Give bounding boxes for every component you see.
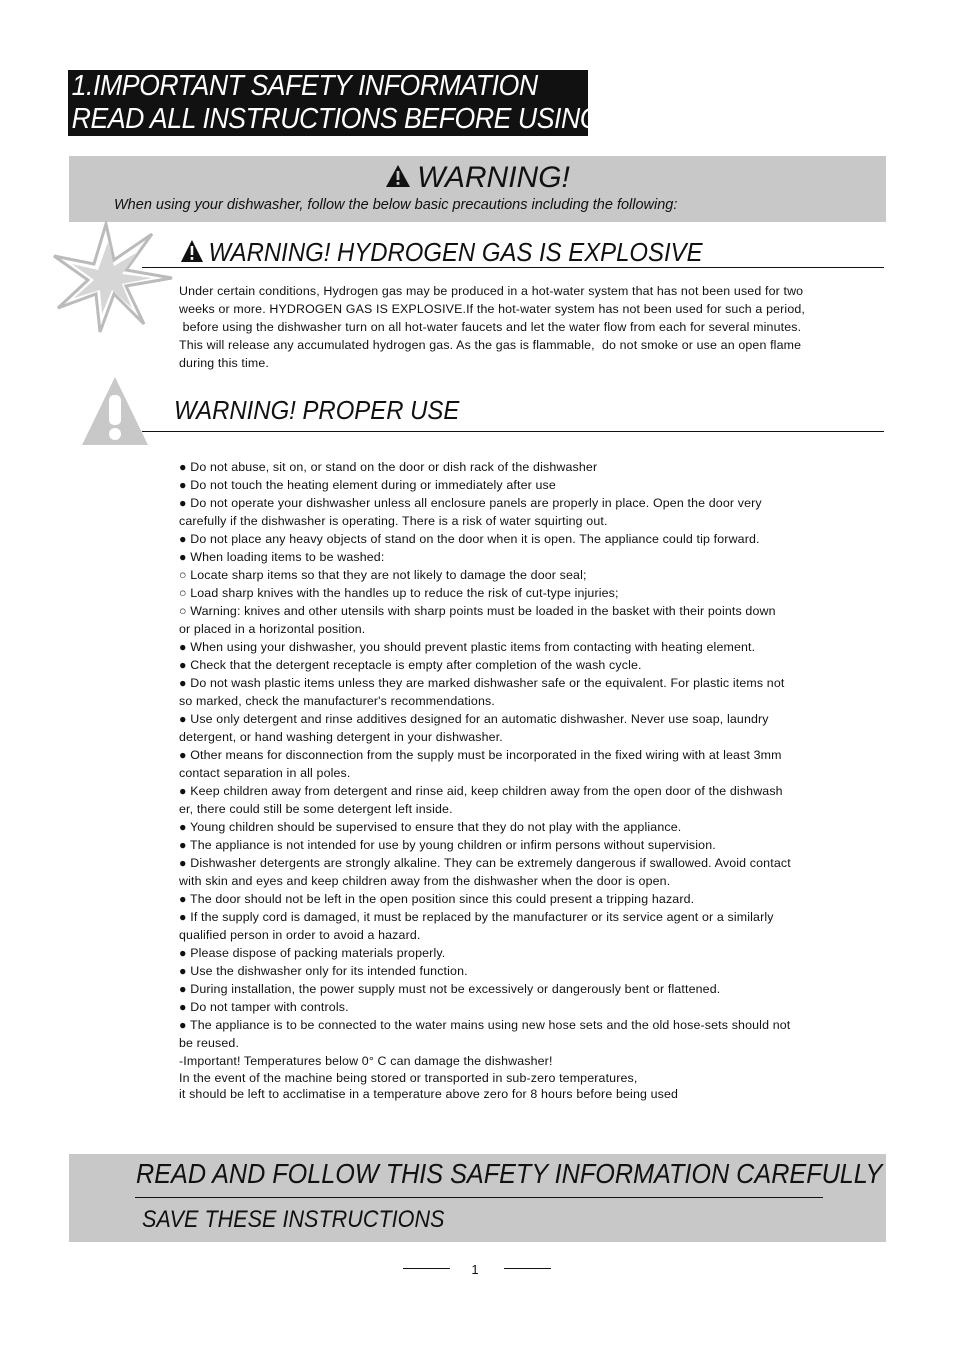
proper-use-body — [179, 458, 791, 1102]
list-item: or placed in a horizontal position. — [179, 622, 366, 636]
hydrogen-rule — [142, 267, 884, 268]
list-item: ○ Locate sharp items so that they are not likely to damage the door seal; — [179, 568, 587, 582]
list-item: ● Do not operate your dishwasher unless all enclosure panels are properly in place. Open the door very — [179, 496, 762, 510]
proper-use-heading: WARNING! PROPER USE — [174, 395, 460, 425]
footer-subheading: SAVE THESE INSTRUCTIONS — [142, 1206, 445, 1233]
list-item: ● Please dispose of packing materials properly. — [179, 946, 446, 960]
list-item: ● Do not wash plastic items unless they are marked dishwasher safe or the equivalent. For plastic items not — [179, 676, 785, 690]
body-line: This will release any accumulated hydrogen gas. As the gas is flammable, do not smoke or use an open flame — [179, 338, 802, 352]
list-item: ● Young children should be supervised to ensure that they do not play with the appliance. — [179, 820, 682, 834]
explosion-icon — [52, 220, 176, 341]
list-item: ● The appliance is to be connected to the water mains using new hose sets and the old hose-sets should not — [179, 1018, 791, 1032]
document-title — [68, 70, 601, 136]
warning-banner — [69, 156, 886, 222]
list-item: ● Do not abuse, sit on, or stand on the door or dish rack of the dishwasher — [179, 460, 598, 474]
list-item: so marked, check the manufacturer's recommendations. — [179, 694, 495, 708]
list-item: it should be left to acclimatise in a temperature above zero for 8 hours before being used — [179, 1087, 679, 1101]
list-item: -Important! Temperatures below 0° C can damage the dishwasher! — [179, 1054, 553, 1068]
footer-main-heading: READ AND FOLLOW THIS SAFETY INFORMATION CAREFULLY — [136, 1158, 883, 1189]
page-number-rule-left — [403, 1268, 450, 1269]
list-item: qualified person in order to avoid a hazard. — [179, 928, 421, 942]
body-line: weeks or more. HYDROGEN GAS IS EXPLOSIVE.If the hot-water system has not been used for such a period, — [179, 302, 805, 316]
warning-heading — [69, 160, 886, 197]
list-item: ● Dishwasher detergents are strongly alkaline. They can be extremely dangerous if swallowed. Avoid contact — [179, 856, 791, 870]
warning-triangle-icon — [180, 239, 204, 269]
list-item: ● Do not tamper with controls. — [179, 1000, 349, 1014]
list-item: ● The door should not be left in the open position since this could present a tripping hazard. — [179, 892, 695, 906]
list-item: ○ Load sharp knives with the handles up to reduce the risk of cut-type injuries; — [179, 586, 619, 600]
list-item: ● Use the dishwasher only for its intended function. — [179, 964, 468, 978]
list-item: with skin and eyes and keep children away from the dishwasher when the door is open. — [179, 874, 671, 888]
list-item: detergent, or hand washing detergent in your dishwasher. — [179, 730, 503, 744]
footer-rule — [135, 1197, 823, 1198]
list-item: be reused. — [179, 1036, 240, 1050]
title-line-1: 1.IMPORTANT SAFETY INFORMATION — [71, 70, 538, 102]
hydrogen-body — [179, 282, 805, 372]
hydrogen-heading — [180, 237, 703, 269]
list-item: ● Keep children away from detergent and rinse aid, keep children away from the open door of the dishwash — [179, 784, 783, 798]
hydrogen-heading-text: WARNING! HYDROGEN GAS IS EXPLOSIVE — [208, 237, 703, 267]
footer-banner — [69, 1154, 886, 1242]
body-line: Under certain conditions, Hydrogen gas may be produced in a hot-water system that has not been used for two — [179, 284, 804, 298]
list-item: carefully if the dishwasher is operating. There is a risk of water squirting out. — [179, 514, 608, 528]
list-item: ● The appliance is not intended for use by young children or infirm persons without supervision. — [179, 838, 716, 852]
list-item: ○ Warning: knives and other utensils with sharp points must be loaded in the basket with their points down — [179, 604, 776, 618]
list-item: ● When using your dishwasher, you should prevent plastic items from contacting with heating element. — [179, 640, 756, 654]
page-number: 1 — [471, 1262, 479, 1277]
list-item: ● If the supply cord is damaged, it must be replaced by the manufacturer or its service agent or a similarly — [179, 910, 774, 924]
list-item: ● Do not place any heavy objects of stand on the door when it is open. The appliance could tip forward. — [179, 532, 760, 546]
list-item: ● Use only detergent and rinse additives designed for an automatic dishwasher. Never use soap, laundry — [179, 712, 769, 726]
proper-use-rule — [142, 431, 884, 432]
list-item: er, there could still be some detergent left inside. — [179, 802, 453, 816]
exclamation-triangle-icon — [80, 375, 150, 452]
title-line-2: READ ALL INSTRUCTIONS BEFORE USING — [71, 103, 601, 135]
body-line: during this time. — [179, 356, 270, 370]
warning-subheading: When using your dishwasher, follow the below basic precautions including the following: — [114, 197, 678, 213]
list-item: ● During installation, the power supply must not be excessively or dangerously bent or flattened. — [179, 982, 721, 996]
list-item: ● Other means for disconnection from the supply must be incorporated in the fixed wiring with at least 3mm — [179, 748, 782, 762]
list-item: In the event of the machine being stored or transported in sub-zero temperatures, — [179, 1070, 638, 1085]
list-item: ● Do not touch the heating element during or immediately after use — [179, 478, 556, 492]
list-item: contact separation in all poles. — [179, 766, 351, 780]
page-number-rule-right — [504, 1268, 551, 1269]
warning-heading-text: WARNING! — [417, 161, 570, 194]
list-item: ● When loading items to be washed: — [179, 550, 385, 564]
list-item: ● Check that the detergent receptacle is empty after completion of the wash cycle. — [179, 658, 642, 672]
warning-triangle-icon — [385, 161, 411, 197]
body-line: before using the dishwasher turn on all hot-water faucets and let the water flow from each for several minutes. — [179, 320, 802, 334]
